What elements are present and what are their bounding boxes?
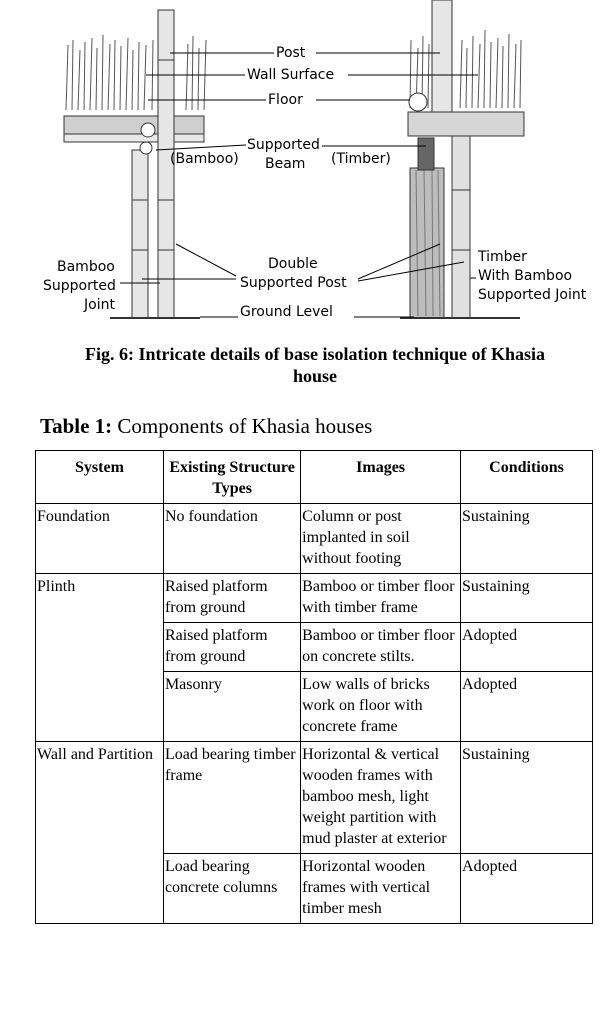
label-double-post-2: Supported Post — [240, 275, 347, 291]
cell-system: Foundation — [36, 504, 164, 574]
left-floor-platform — [64, 116, 204, 136]
caption-line-2: house — [292, 366, 337, 386]
header-conditions: Conditions — [461, 451, 593, 504]
right-timber-posts — [410, 136, 470, 318]
label-timber-joint-1: Timber — [478, 249, 527, 265]
label-floor: Floor — [268, 92, 303, 108]
label-bamboo-joint-3: Joint — [84, 297, 115, 313]
table-title-text: Components of Khasia houses — [112, 414, 373, 438]
label-double-post-1: Double — [268, 256, 318, 272]
label-bamboo-joint-1: Bamboo — [57, 259, 115, 275]
cell-image: Column or post implanted in soil without footing — [301, 504, 461, 574]
label-timber-joint-2: With Bamboo — [478, 268, 573, 284]
cell-image: Horizontal & vertical wooden frames with bamboo mesh, light weight partition with mud plaster at exterior — [301, 742, 461, 854]
header-structure-types: Existing Structure Types — [163, 451, 300, 504]
cell-image: Bamboo or timber floor on concrete stilts. — [301, 623, 461, 672]
cell-type: Load bearing concrete columns — [163, 854, 300, 924]
left-joint-node — [141, 123, 155, 137]
components-table — [35, 450, 593, 924]
cell-type: No foundation — [163, 504, 300, 574]
table-row — [36, 742, 593, 854]
table-title — [40, 414, 372, 439]
right-floor-platform — [408, 112, 524, 136]
cell-image: Bamboo or timber floor with timber frame — [301, 574, 461, 623]
figure-caption — [40, 343, 590, 387]
right-joint-node — [409, 93, 427, 111]
label-bamboo-joint-2: Supported — [43, 278, 116, 294]
label-post: Post — [276, 45, 306, 61]
right-post — [432, 0, 452, 112]
cell-condition: Adopted — [461, 672, 593, 742]
cell-type: Raised platform from ground — [163, 623, 300, 672]
right-wall-thatch — [410, 30, 521, 108]
table-row — [36, 504, 593, 574]
caption-line-1: Fig. 6: Intricate details of base isolation technique of Khasia — [85, 344, 545, 364]
label-supported-beam-1: Supported — [247, 137, 320, 153]
label-wall-surface: Wall Surface — [247, 67, 335, 83]
header-images: Images — [301, 451, 461, 504]
label-supported-beam-2: Beam — [265, 156, 306, 172]
left-beam-node — [140, 142, 152, 154]
label-bamboo: (Bamboo) — [170, 151, 239, 167]
cell-image: Horizontal wooden frames with vertical timber mesh — [301, 854, 461, 924]
cell-condition: Sustaining — [461, 574, 593, 623]
cell-type: Raised platform from ground — [163, 574, 300, 623]
cell-condition: Sustaining — [461, 504, 593, 574]
label-timber-joint-3: Supported Joint — [478, 287, 587, 303]
cell-type: Load bearing timber frame — [163, 742, 300, 854]
left-beam — [64, 134, 204, 142]
header-system: System — [36, 451, 164, 504]
left-wall-thatch — [66, 35, 206, 110]
cell-condition: Sustaining — [461, 742, 593, 854]
khasia-base-isolation-figure — [0, 0, 614, 330]
cell-system: Plinth — [36, 574, 164, 742]
table-row — [36, 574, 593, 623]
cell-condition: Adopted — [461, 854, 593, 924]
cell-system: Wall and Partition — [36, 742, 164, 924]
table-title-label: Table 1: — [40, 414, 113, 438]
cell-condition: Adopted — [461, 623, 593, 672]
table-header-row — [36, 451, 593, 504]
cell-type: Masonry — [163, 672, 300, 742]
cell-image: Low walls of bricks work on floor with concrete frame — [301, 672, 461, 742]
label-ground-level: Ground Level — [240, 304, 333, 320]
label-timber: (Timber) — [331, 151, 391, 167]
